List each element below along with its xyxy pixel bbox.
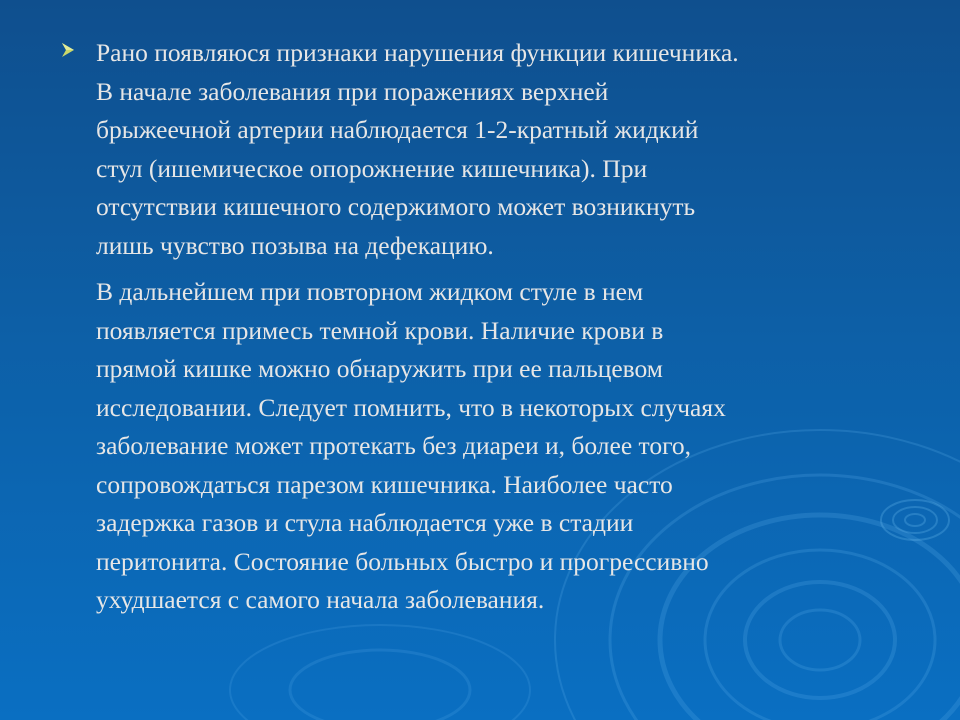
chevron-arrow-bullet-icon [60, 34, 84, 72]
bullet-text: Рано появляюся признаки нарушения функции кишечника. В начале заболевания при поражениях верхней брыжеечной артерии наблюдается 1-2-кратный жидкий стул (ишемическое опорожнение кишечника). При отсутствии кишечного содержимого может возникнуть лишь чувство позыва на дефекацию. [96, 38, 739, 260]
slide-content [60, 34, 890, 620]
paragraph [60, 273, 890, 620]
bullet-item [60, 34, 890, 265]
paragraph-text: В дальнейшем при повторном жидком стуле в нем появляется примесь темной крови. Наличие крови в прямой кишке можно обнаружить при ее пальцевом исследовании. Следует помнить, что в некоторых случаях заболевание может протекать без диареи и, более того, сопровождаться парезом кишечника. Наиболее часто задержка газов и стула наблюдается уже в стадии перитонита. Состояние больных быстро и прогрессивно ухудшается с самого начала заболевания. [96, 277, 726, 614]
